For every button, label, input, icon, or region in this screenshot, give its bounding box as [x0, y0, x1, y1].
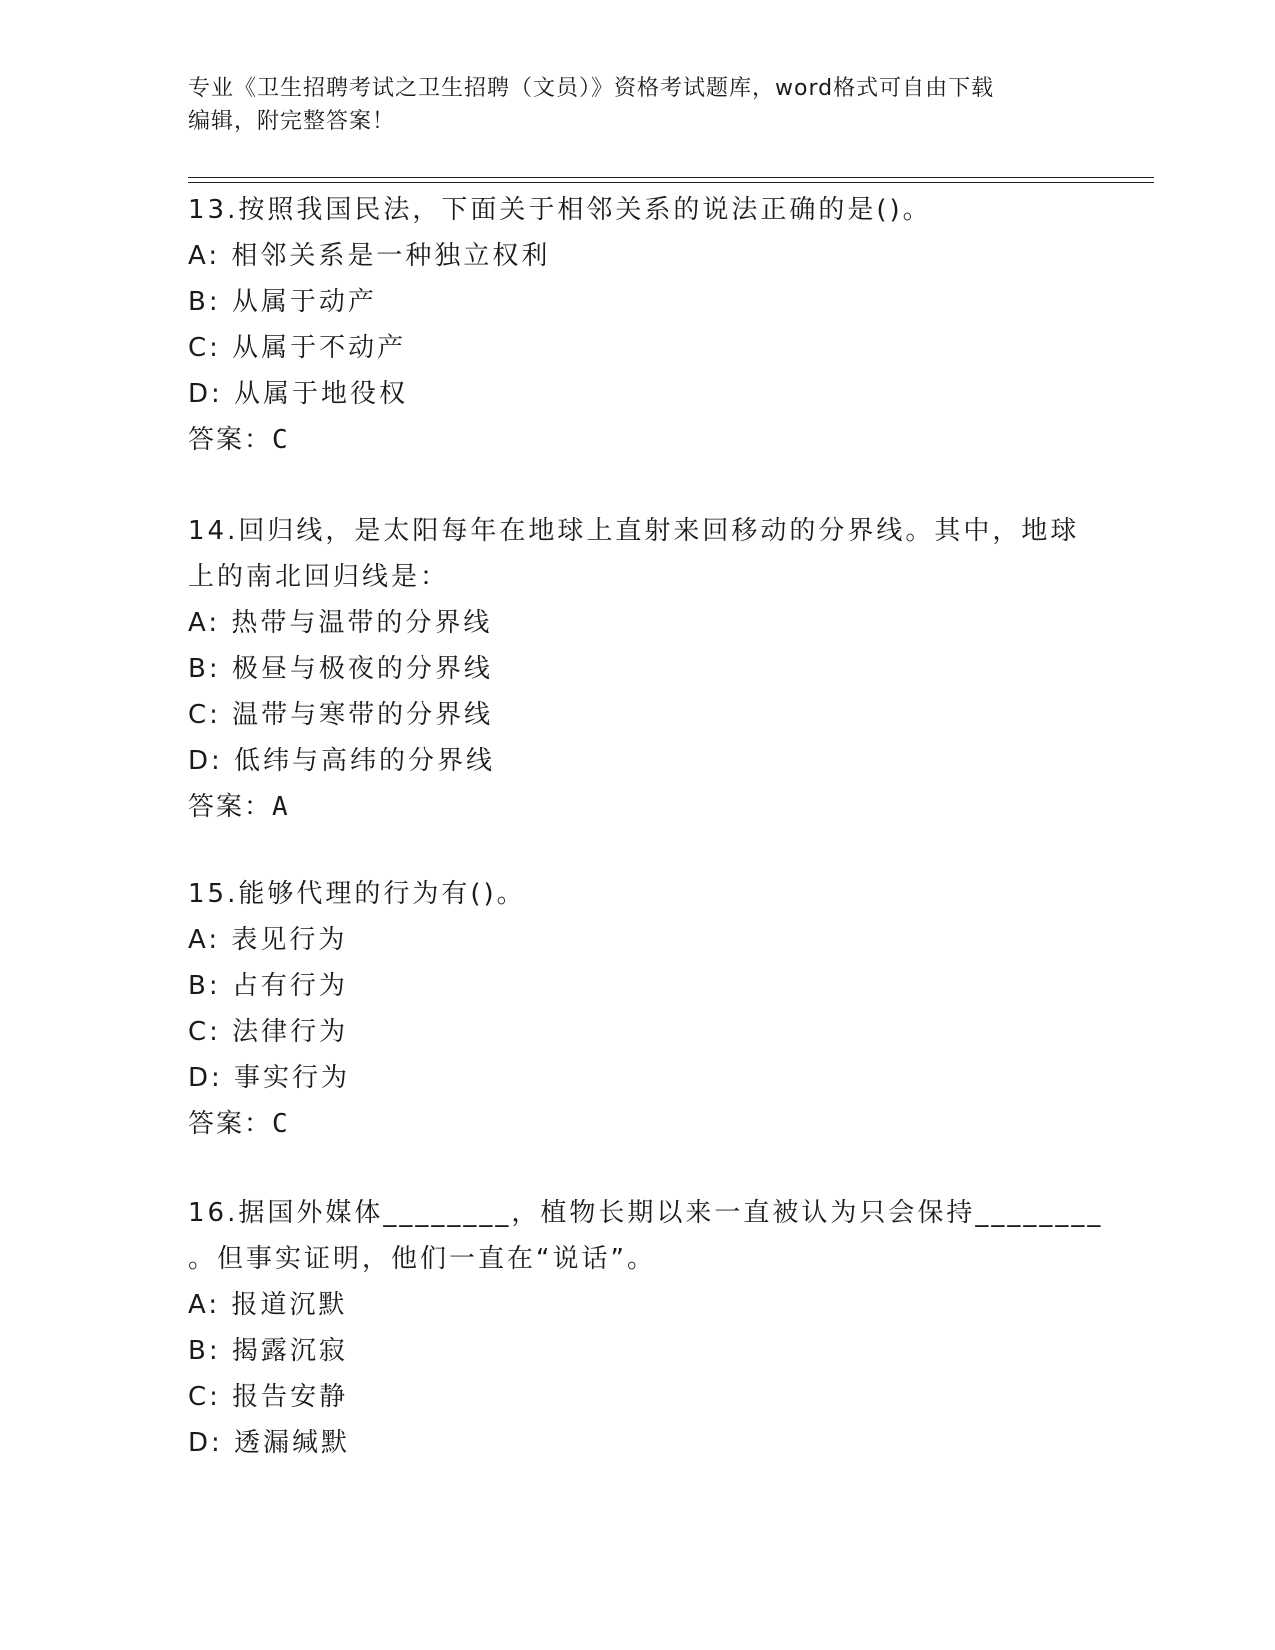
question-stem: 15.能够代理的行为有()。 — [188, 879, 526, 909]
question-stem-line-2: 。但事实证明，他们一直在“说话”。 — [188, 1244, 656, 1274]
answer-text: 答案：C — [188, 425, 290, 455]
option-a: A: 热带与温带的分界线 — [188, 608, 493, 638]
question-stem-line-2: 上的南北回归线是： — [188, 562, 450, 592]
option-d: D: 从属于地役权 — [188, 379, 409, 409]
option-a: A: 相邻关系是一种独立权利 — [188, 241, 551, 271]
option-a: A: 表见行为 — [188, 925, 348, 955]
question-stem-line-1: 16.据国外媒体________，植物长期以来一直被认为只会保持________ — [188, 1198, 1104, 1228]
document-header — [188, 72, 1088, 138]
header-line-2: 编辑，附完整答案！ — [188, 109, 396, 134]
option-c: C: 从属于不动产 — [188, 333, 407, 363]
answer-text: 答案：A — [188, 792, 290, 822]
option-b: B: 占有行为 — [188, 971, 348, 1001]
header-rule-top — [188, 177, 1154, 178]
option-c: C: 法律行为 — [188, 1017, 349, 1047]
option-b: B: 从属于动产 — [188, 287, 377, 317]
question-16 — [188, 1190, 1104, 1466]
option-d: D: 事实行为 — [188, 1063, 351, 1093]
question-14 — [188, 508, 1088, 830]
question-15 — [188, 871, 1088, 1147]
header-rule-bottom — [188, 182, 1154, 183]
option-c: C: 温带与寒带的分界线 — [188, 700, 494, 730]
option-b: B: 极昼与极夜的分界线 — [188, 654, 493, 684]
header-line-1: 专业《卫生招聘考试之卫生招聘（文员）》资格考试题库，word格式可自由下载 — [188, 76, 995, 101]
option-a: A: 报道沉默 — [188, 1290, 348, 1320]
question-13 — [188, 187, 1088, 463]
option-b: B: 揭露沉寂 — [188, 1336, 348, 1366]
option-d: D: 透漏缄默 — [188, 1428, 351, 1458]
answer-text: 答案：C — [188, 1109, 290, 1139]
option-d: D: 低纬与高纬的分界线 — [188, 746, 496, 776]
option-c: C: 报告安静 — [188, 1382, 349, 1412]
question-stem-line-1: 14.回归线，是太阳每年在地球上直射来回移动的分界线。其中，地球 — [188, 516, 1080, 546]
question-stem: 13.按照我国民法，下面关于相邻关系的说法正确的是()。 — [188, 195, 932, 225]
